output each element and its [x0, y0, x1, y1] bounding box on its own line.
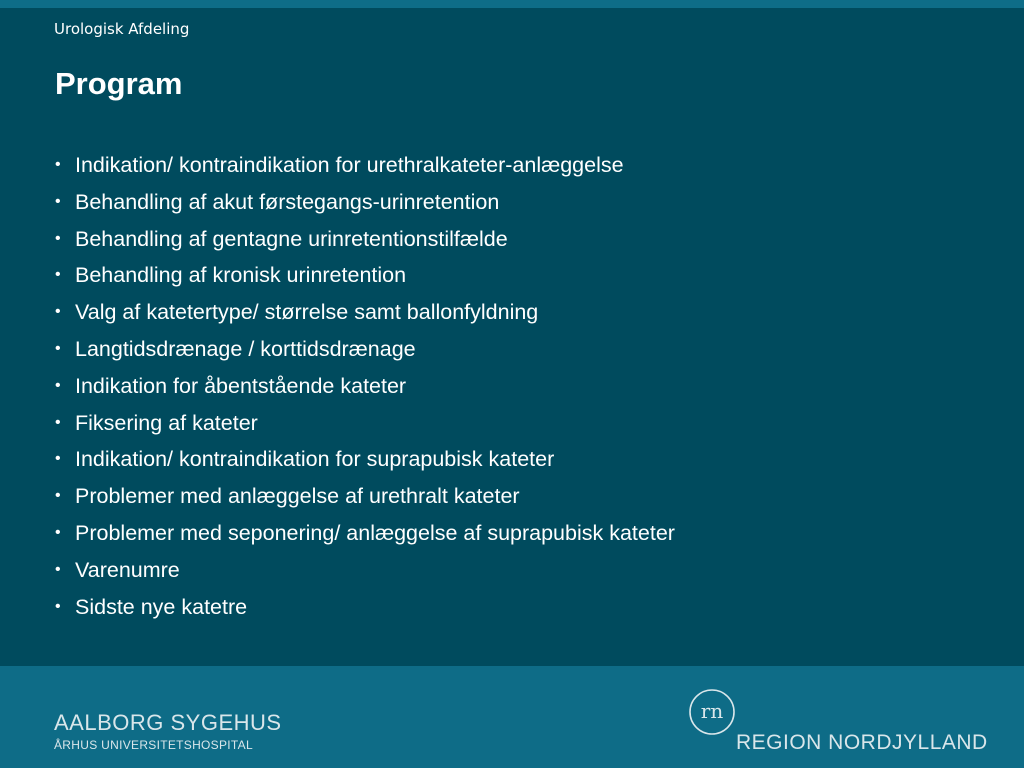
hospital-subtitle: ÅRHUS UNIVERSITETSHOSPITAL: [54, 738, 253, 752]
bullet-icon: •: [55, 413, 61, 431]
agenda-item: [55, 368, 675, 405]
agenda-item: [55, 589, 675, 626]
agenda-item-text: Valg af katetertype/ størrelse samt ballonfyldning: [75, 300, 539, 325]
agenda-item-text: Behandling af gentagne urinretentionstilfælde: [75, 226, 508, 251]
region-name: REGION NORDJYLLAND: [736, 731, 988, 754]
region-logo-icon: [688, 688, 736, 736]
bullet-icon: •: [55, 523, 61, 541]
bullet-icon: •: [55, 339, 61, 357]
agenda-item: [55, 147, 675, 184]
agenda-item-text: Varenumre: [75, 557, 180, 582]
agenda-item-text: Behandling af kronisk urinretention: [75, 263, 407, 288]
agenda-item: [55, 294, 675, 331]
agenda-item-text: Sidste nye katetre: [75, 594, 248, 619]
bullet-icon: •: [55, 303, 61, 321]
agenda-item: [55, 184, 675, 221]
agenda-item-text: Langtidsdrænage / korttidsdrænage: [75, 336, 416, 361]
agenda-item: [55, 478, 675, 515]
agenda-item: [55, 441, 675, 478]
hospital-name: AALBORG SYGEHUS: [54, 710, 282, 735]
agenda-item-text: Fiksering af kateter: [75, 410, 258, 435]
agenda-list: [55, 147, 675, 625]
bullet-icon: •: [55, 192, 61, 210]
agenda-item-text: Behandling af akut førstegangs-urinretention: [75, 189, 500, 214]
agenda-item-text: Problemer med seponering/ anlæggelse af suprapubisk kateter: [75, 520, 675, 545]
bullet-icon: •: [55, 266, 61, 284]
region-logo-mark: rn: [700, 699, 724, 723]
agenda-item: [55, 221, 675, 258]
agenda-item-text: Indikation/ kontraindikation for urethralkateter-anlæggelse: [75, 153, 624, 177]
bullet-icon: •: [55, 450, 61, 468]
top-accent-strip: [0, 0, 1024, 8]
slide-title: Program: [55, 66, 183, 101]
bullet-icon: •: [55, 376, 61, 394]
agenda-item: [55, 331, 675, 368]
bullet-icon: •: [55, 487, 61, 505]
bullet-icon: •: [55, 597, 61, 615]
agenda-item: [55, 515, 675, 552]
agenda-item: [55, 552, 675, 589]
agenda-item: [55, 405, 675, 442]
bullet-icon: •: [55, 156, 61, 173]
agenda-item-text: Indikation for åbentstående kateter: [75, 373, 407, 398]
department-label: Urologisk Afdeling: [54, 20, 190, 38]
agenda-item-text: Problemer med anlæggelse af urethralt kateter: [75, 484, 520, 509]
agenda-item-text: Indikation/ kontraindikation for suprapubisk kateter: [75, 447, 555, 472]
bullet-icon: •: [55, 560, 61, 578]
bullet-icon: •: [55, 229, 61, 247]
agenda-item: [55, 257, 675, 294]
